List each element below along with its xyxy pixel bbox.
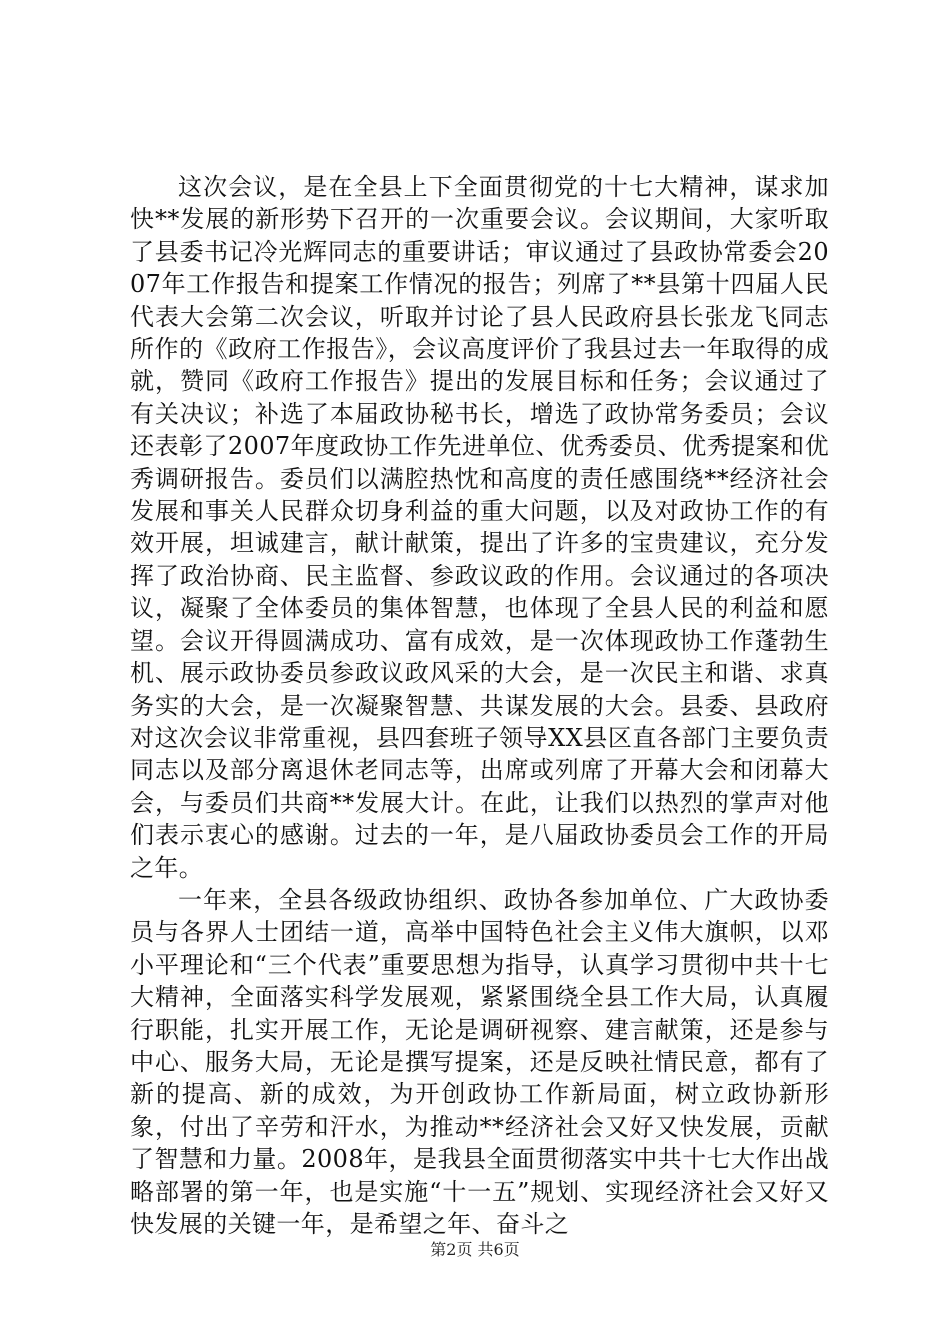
paragraph-2: 一年来，全县各级政协组织、政协各参加单位、广大政协委员与各界人士团结一道，高举中国特色社会主义伟大旗帜，以邓小平理论和“三个代表”重要思想为指导，认真学习贯彻中共十七大精神，全面落实科学发展观，紧紧围绕全县工作大局，认真履行职能，扎实开展工作，无论是调研视察、建言献策，还是参与中心、服务大局，无论是撰写提案，还是反映社情民意，都有了新的提高、新的成效，为开创政协工作新局面，树立政协新形象，付出了辛劳和汗水，为推动**经济社会又好又快发展，贡献了智慧和力量。2008年，是我县全面贯彻落实中共十七大作出战略部署的第一年，也是实施“十一五”规划、实现经济社会又好又快发展的关键一年，是希望之年、奋斗之 xyxy=(130,885,829,1238)
page-footer xyxy=(0,1240,950,1260)
page-number-label: 第2页 共6页 xyxy=(430,1240,520,1259)
paragraph-1: 这次会议，是在全县上下全面贯彻党的十七大精神，谋求加快**发展的新形势下召开的一次重要会议。会议期间，大家听取了县委书记冷光辉同志的重要讲话；审议通过了县政协常委会2007年工作报告和提案工作情况的报告；列席了**县第十四届人民代表大会第二次会议，听取并讨论了县人民政府县长张龙飞同志所作的《政府工作报告》，会议高度评价了我县过去一年取得的成就，赞同《政府工作报告》提出的发展目标和任务；会议通过了有关决议；补选了本届政协秘书长，增选了政协常务委员；会议还表彰了2007年度政协工作先进单位、优秀委员、优秀提案和优秀调研报告。委员们以满腔热忱和高度的责任感围绕**经济社会发展和事关人民群众切身利益的重大问题，以及对政协工作的有效开展，坦诚建言，献计献策，提出了许多的宝贵建议，充分发挥了政治协商、民主监督、参政议政的作用。会议通过的各项决议，凝聚了全体委员的集体智慧，也体现了全县人民的利益和愿望。会议开得圆满成功、富有成效，是一次体现政协工作蓬勃生机、展示政协委员参政议政风采的大会，是一次民主和谐、求真务实的大会，是一次凝聚智慧、共谋发展的大会。县委、县政府对这次会议非常重视，县四套班子领导XX县区直各部门主要负责同志以及部分离退休老同志等，出席或列席了开幕大会和闭幕大会，与委员们共商**发展大计。在此，让我们以热烈的掌声对他们表示衷心的感谢。过去的一年，是八届政协委员会工作的开局之年。 xyxy=(130,173,829,882)
document-body xyxy=(130,171,829,1240)
